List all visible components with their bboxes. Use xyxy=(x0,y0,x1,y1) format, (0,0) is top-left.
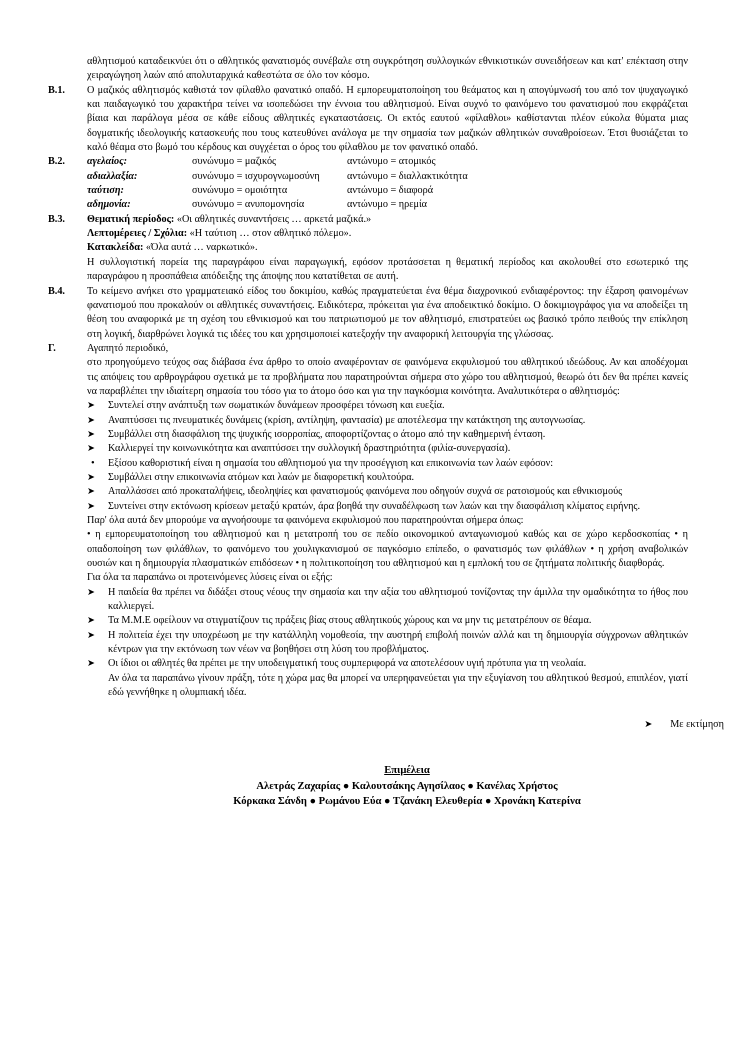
list-item xyxy=(87,500,688,514)
section-b2-marker: Β.2. xyxy=(48,156,65,168)
spacer-before-signoff xyxy=(48,700,688,718)
spacer-before-footer xyxy=(48,733,688,763)
b3-text-conclusion: «Όλα αυτά … ναρκωτικό». xyxy=(143,242,258,254)
list-item-text: Οι ίδιοι οι αθλητές θα πρέπει με την υποδειγματική τους συμπεριφορά να αποτελέσουν υγιή πρότυπα για τη νεολαία. xyxy=(108,658,587,670)
list-item xyxy=(87,471,688,485)
b3-closing-text: Η συλλογιστική πορεία της παραγράφου είναι παραγωγική, εφόσον προτάσσεται η θεματική περίοδος και ακολουθεί στο εσωτερικό της παραγράφου η προσπάθεια απόδειξης της άποψης που κατατίθεται σε αυτή. xyxy=(87,256,688,283)
section-b3-body xyxy=(87,213,688,285)
arrow-bullet-icon: ➤ xyxy=(87,587,95,598)
term-synonym: συνώνυμο = ομοιότητα xyxy=(192,185,288,197)
section-gamma-marker: Γ. xyxy=(48,342,56,354)
term-word: αδιαλλαξία: xyxy=(87,170,138,182)
section-b1-body xyxy=(87,84,688,156)
arrow-bullet-icon: ➤ xyxy=(87,444,95,455)
b3-label-thematic: Θεματική περίοδος: xyxy=(87,213,175,225)
arrow-bullet-icon: ➤ xyxy=(87,501,95,512)
b3-line-thematic xyxy=(87,213,688,227)
footer-names-line-2: Κόρκακα Σάνδη ● Ρωμάνου Εύα ● Τζανάκη Ελευθερία ● Χρονάκη Κατερίνα xyxy=(233,796,581,808)
list-item xyxy=(87,414,688,428)
term-antonym: αντώνυμο = διαλλακτικότητα xyxy=(347,170,468,182)
intro-paragraph-text: αθλητισμού καταδεικνύει ότι ο αθλητικός φανατισμός συνέβαλε στη συγκρότηση συλλογικών εθνικιστικών συνειδήσεων και κατ' επέκταση στην χειραγώγηση λαών από απολυταρχικά καθεστώτα σε όλο τον κόσμο. xyxy=(87,56,688,82)
arrow-bullet-icon: ➤ xyxy=(87,659,95,670)
term-word: αγελαίος: xyxy=(87,156,128,168)
term-antonym: αντώνυμο = ηρεμία xyxy=(347,199,428,211)
list-item-text: Απαλλάσσει από προκαταλήψεις, ιδεοληψίες και φανατισμούς φαινόμενα που οδηγούν συχνά σε ρατσισμούς και εθνικισμούς xyxy=(108,486,623,498)
b3-label-conclusion: Κατακλείδα: xyxy=(87,242,144,254)
footer-credits xyxy=(87,763,727,810)
term-antonym: αντώνυμο = ατομικός xyxy=(347,156,436,168)
table-row xyxy=(87,184,468,198)
letter-opening-paragraph: στο προηγούμενο τεύχος σας διάβασα ένα άρθρο το οποίο αναφέρονταν σε φαινόμενα εκφυλισμού του αθλητικού ιδεώδους. Αν και αποδέχομαι τις απόψεις του αρθρογράφου σχετικά με τα προβλήματα που παρατηρούνται σήμερα στο χώρο του αθλητισμού, θεωρώ ότι δεν θα πρέπει κανείς να παραβλέπει την ιδιαίτερη σημασία του τόσο για το άτομο όσο και για την παγκόσμια κοινότητα. Αναλυτικότερα ο αθλητισμός: xyxy=(87,357,688,397)
list-item-text: Εξίσου καθοριστική είναι η σημασία του αθλητισμού για την προσέγγιση και επικοινωνία των λαών εφόσον: xyxy=(108,457,554,469)
term-synonym: συνώνυμο = μαζικός xyxy=(192,156,277,168)
list-item xyxy=(87,399,688,413)
section-b4-body xyxy=(87,285,688,342)
section-b1-marker: Β.1. xyxy=(48,84,65,96)
section-b3-marker: Β.3. xyxy=(48,213,65,225)
term-synonym: συνώνυμο = ανυπομονησία xyxy=(192,199,305,211)
letter-signoff xyxy=(87,718,727,732)
term-word: ταύτιση: xyxy=(87,185,124,197)
list-item-text: Συντελεί στην ανάπτυξη των σωματικών δυνάμεων προσφέρει τόνωση και ευεξία. xyxy=(108,400,445,412)
list-item-text: Συμβάλλει στη διασφάλιση της ψυχικής ισορροπίας, αποφορτίζοντας ο άτομο από την καθημερινή ένταση. xyxy=(108,428,546,440)
problems-paragraph: • η εμπορευματοποίηση του αθλητισμού και η μετατροπή του σε πεδίο οικονομικού ανταγωνισμού καθώς και σε χώρο κερδοσκοπίας • η οπαδοποίηση των φιλάθλων, το φαινόμενο του χουλιγκανισμού σε παγκόσμιο επίπεδο, ο φανατισμός των φιλάθλων • η χρήση αναβολικών ουσιών και η δημιουργία πλασματικών επιδόσεων • η πολιτικοποίηση του αθλητισμού και η εμπλοκή του σε ζητήματα πολιτικής διαφθοράς. xyxy=(87,529,688,570)
term-synonym: συνώνυμο = ισχυρογνωμοσύνη xyxy=(192,170,320,182)
list-item xyxy=(87,442,688,456)
arrow-bullet-icon: ➤ xyxy=(87,616,95,627)
intro-paragraph-row xyxy=(48,55,688,84)
intro-body xyxy=(87,55,688,84)
arrow-bullet-icon: ➤ xyxy=(87,415,95,426)
section-b2-body xyxy=(87,155,688,212)
section-b3 xyxy=(48,213,688,285)
b3-line-conclusion xyxy=(87,241,688,255)
table-row xyxy=(87,170,468,184)
b3-text-thematic: «Οι αθλητικές συναντήσεις … αρκετά μαζικά.» xyxy=(174,213,372,225)
list-item-text: Τα Μ.Μ.Ε οφείλουν να στιγματίζουν τις πράξεις βίας στους αθλητικούς χώρους και να μην τις μετατρέπουν σε θέαμα. xyxy=(108,615,592,627)
list-item xyxy=(87,428,688,442)
table-row xyxy=(87,155,468,169)
benefits-list xyxy=(87,399,688,514)
arrow-bullet-icon: ➤ xyxy=(87,487,95,498)
letter-salutation: Αγαπητό περιοδικό, xyxy=(87,342,169,354)
footer-title: Επιμέλεια xyxy=(384,764,430,776)
list-item-text: Η παιδεία θα πρέπει να διδάξει στους νέους την σημασία και την αξία του αθλητισμού τονίζοντας την άμιλλα την ομαδικότητα το ήθος που καλλιεργεί. xyxy=(108,586,688,613)
list-item-text: Η πολιτεία έχει την υποχρέωση με την κατάλληλη νομοθεσία, την αυστηρή επιβολή ποινών αλλά και τη δημιουργία σύγχρονων αθλητικών κέντρων για την εκτόνωση των νέων να βοηθήσει στη λύση του προβλήματος. xyxy=(108,629,688,656)
round-bullet-icon: • xyxy=(91,457,95,469)
problems-intro: Παρ' όλα αυτά δεν μπορούμε να αγνοήσουμε τα φαινόμενα εκφυλισμού που παρατηρούνται σήμερα όπως: xyxy=(87,515,524,526)
arrow-bullet-icon: ➤ xyxy=(87,429,95,440)
section-gamma-body xyxy=(87,342,688,701)
list-item-text: Συμβάλλει στην επικοινωνία ατόμων και λαών με διαφορετική κουλτούρα. xyxy=(108,471,415,483)
arrow-bullet-icon: ➤ xyxy=(87,630,95,641)
list-item xyxy=(87,457,688,471)
section-gamma xyxy=(48,342,688,701)
arrow-bullet-icon: ➤ xyxy=(87,472,95,483)
signoff-text: Με εκτίμηση xyxy=(670,719,724,731)
arrow-bullet-icon: ➤ xyxy=(87,401,95,412)
section-b4-text: Το κείμενο ανήκει στο γραμματειακό είδος του δοκιμίου, καθώς πραγματεύεται ένα θέμα διαχρονικού ενδιαφέροντος: την έξαρση φαινομένων φανατισμού που προκαλούν οι αθλητικές συναντήσεις. Ειδικότερα, πρόκειται για ένα αποδεικτικό δοκίμιο. Ο δοκιμιογράφος για να αποδείξει τη θέση του αναφορικά με τη σχέση του εθνικισμού και του πατριωτισμού με τον αθλητισμό, επιστρατεύει ως βασικό τρόπο πειθούς την επίκληση στη λογική, διαρθρώνει λογικά τις ιδέες του και χρησιμοποιεί κατεξοχήν την αναφορική λειτουργία της γλώσσας. xyxy=(87,285,688,340)
solutions-intro: Για όλα τα παραπάνω οι προτεινόμενες λύσεις είναι οι εξής: xyxy=(87,572,333,584)
arrow-bullet-icon: ➤ xyxy=(644,720,653,731)
section-b1 xyxy=(48,84,688,156)
list-item xyxy=(87,485,688,499)
b3-line-details xyxy=(87,227,688,241)
b3-label-details: Λεπτομέρειες / Σχόλια: xyxy=(87,228,188,240)
list-item xyxy=(87,586,688,615)
section-b1-text: Ο μαζικός αθλητισμός καθιστά τον φίλαθλο φανατικό οπαδό. Η εμπορευματοποίηση του θεάματος και η απογύμνωσή του από τον ψυχαγωγικό και παιδαγωγικό του χαρακτήρα τείνει να ισοπεδώσει την έννοια του αθλητισμού. Είναι συχνό το φαινόμενο του φανατισμού που εκφράζεται βίαια και παράλογα μέσα σε κάθε είδους αθλητικές εγκαταστάσεις. Οι εκτός εαυτού «φίλαθλοι» καθίστανται πλέον εύκολα θύματα μιας δογματικής ιδεολογικής κατασκευής που τους κατευθύνει ανάλογα με την σημασία των μαζικών αθλητικών συναθροίσεων. Έτσι θυσιάζεται το καλό θέαμα στο βωμό του κέρδους και συγχέεται ο όρος του φίλαθλου με τον φανατικό οπαδό. xyxy=(87,84,688,154)
list-item-text: Αναπτύσσει τις πνευματικές δυνάμεις (κρίση, αντίληψη, φαντασία) με αποτέλεσμα την κατάκτηση της αυτογνωσίας. xyxy=(108,414,586,426)
solutions-list xyxy=(87,586,688,672)
list-item xyxy=(87,614,688,628)
b3-text-details: «Η ταύτιση … στον αθλητικό πόλεμο». xyxy=(187,228,352,240)
table-row xyxy=(87,198,468,212)
term-antonym: αντώνυμο = διαφορά xyxy=(347,185,434,197)
list-item xyxy=(87,657,688,671)
letter-conclusion: Αν όλα τα παραπάνω γίνουν πράξη, τότε η χώρα μας θα μπορεί να υπερηφανεύεται για την εξυγίανση του αθλητικού θεσμού, επιπλέον, γιατί εδώ γεννήθηκε η ολυμπιακή ιδέα. xyxy=(108,672,688,699)
section-b4-marker: Β.4. xyxy=(48,285,65,297)
list-item xyxy=(87,629,688,658)
list-item-text: Συντείνει στην εκτόνωση κρίσεων μεταξύ κρατών, άρα βοηθά την συναδέλφωση των λαών και την διασφάλιση κλίματος ειρήνης. xyxy=(108,500,641,512)
list-item-text: Καλλιεργεί την κοινωνικότητα και αναπτύσσει την συλλογική δραστηριότητα (φιλία-συνεργασία). xyxy=(108,443,511,455)
footer-names-line-1: Αλετράς Ζαχαρίας ● Καλουτσάκης Αγησίλαος ● Κανέλας Χρήστος xyxy=(256,781,558,793)
section-b2 xyxy=(48,155,688,212)
section-b4 xyxy=(48,285,688,342)
term-word: αδημονία: xyxy=(87,199,131,211)
synonym-antonym-table xyxy=(87,155,468,212)
